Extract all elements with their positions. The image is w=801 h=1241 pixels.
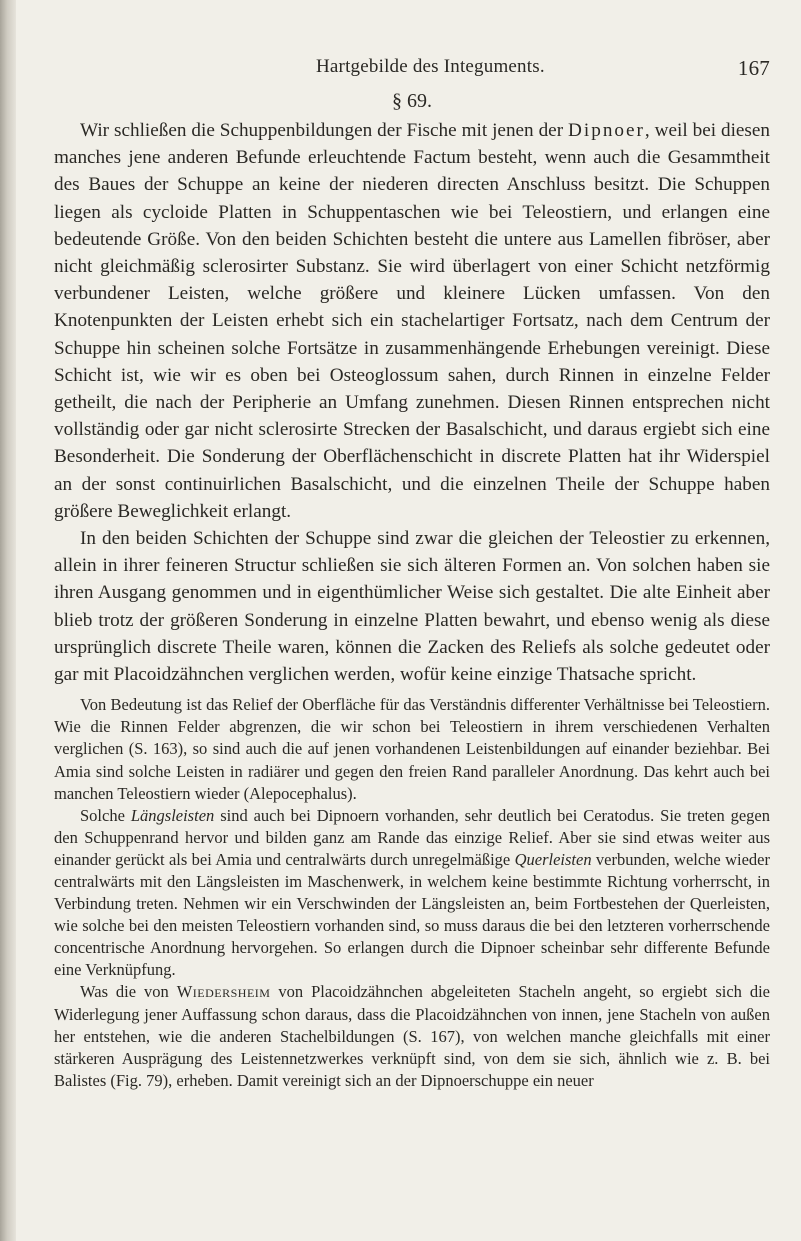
- italic-term-querleisten: Querleisten: [514, 849, 592, 869]
- book-spine-shadow: [0, 0, 16, 1241]
- paragraph-1-text-a: Wir schließen die Schuppenbildungen der Fische mit jenen der: [80, 120, 564, 141]
- italic-term-laengsleisten: Längsleisten: [130, 805, 215, 825]
- page-number: 167: [737, 56, 770, 80]
- note-3-text-b: von Placoidzähnchen abgeleiteten Stacheln angeht, so ergiebt sich die Widerlegung jener Auffassung schon daraus, dass die Placoidzähnchen von innen, jene Stacheln von außen her entstehen, wie die anderen Stachelbildungen (S. 167), von welchen manche gleichfalls mit einer stärkeren Ausprägung des Leistennetzwerkes verknüpft sind, von dem sie sich, ähnlich wie z. B. bei Balistes (Fig. 79), erheben. Damit vereinigt sich an der Dipnoerschuppe ein neuer: [54, 982, 770, 1090]
- running-title: Hartgebilde des Integuments.: [316, 56, 545, 77]
- small-print-notes: [54, 694, 770, 1092]
- note-2-text-c: verbunden, welche wieder centralwärts mit den Längsleisten im Maschenwerk, in welchem keine bestimmte Richtung vorherrscht, in Verbindung treten. Nehmen wir ein Verschwinden der Längsleisten an, beim Fortbestehen der Querleisten, wie solche bei den meisten Teleostiern vorhanden sind, so muss daraus die bei den letzteren vorherrschende concentrische Anordnung hervorgehen. So erlangen durch die Dipnoer scheinbar sehr differente Befunde eine Verknüpfung.: [54, 849, 770, 980]
- paragraph-1: [54, 117, 770, 525]
- section-title: § 69.: [392, 90, 432, 112]
- book-page: [54, 50, 770, 1220]
- note-paragraph-2: [54, 805, 770, 982]
- main-text: [54, 117, 770, 688]
- spaced-term-dipnoer: Dipnoer: [568, 120, 645, 141]
- paragraph-2: In den beiden Schichten der Schuppe sind zwar die gleichen der Teleostier zu erkennen, allein in ihrer feineren Structur schließen sie sich älteren Formen an. Von solchen haben sie ihren Ausgang genommen und in eigenthümlicher Weise sich gestaltet. Die alte Einheit aber blieb trotz der größeren Sonderung in einzelne Platten bewahrt, und ebenso wenig als diese ursprünglich discrete Theile waren, können die Zacken des Reliefs als solche gedeutet oder gar mit Placoidzähnchen verglichen werden, wofür keine einzige Thatsache spricht.: [54, 528, 770, 686]
- note-2-text-b: sind auch bei Dipnoern vorhanden, sehr deutlich bei Ceratodus. Sie treten gegen den Schuppenrand hervor und bilden ganz am Rande das einzige Relief. Aber sie sind etwas weiter aus einander gerückt als bei Amia und centralwärts durch unregelmäßige: [54, 805, 771, 869]
- note-3-text-a: Was die von: [80, 982, 169, 1002]
- page-header: [54, 50, 770, 80]
- note-paragraph-3: [54, 981, 770, 1091]
- note-paragraph-1: Von Bedeutung ist das Relief der Oberfläche für das Verständnis differenter Verhältnisse bei Teleostiern. Wie die Rinnen Felder abgrenzen, die wir schon bei Teleostiern in ihrem verschiedenen Verhalten verglichen (S. 163), so sind auch die auf jenen vorhandenen Leistenbildungen auf einander beziehbar. Bei Amia sind solche Leisten in radiärer und gegen den freien Rand paralleler Anordnung. Das kehrt auch bei manchen Teleostiern wieder (Alepocephalus).: [54, 695, 770, 803]
- paragraph-1-text-b: , weil bei diesen manches jene anderen Befunde erleuchtende Factum besteht, wenn auch die Gesammtheit des Baues der Schuppe an keine der niederen directen Anschluss besitzt. Die Schuppen liegen als cycloide Platten in Schuppentaschen wie bei Teleostiern, und erlangen eine bedeutende Größe. Von den beiden Schichten besteht die untere aus Lamellen fibröser, aber nicht gleichmäßig sclerosirter Substanz. Sie wird überlagert von einer Schicht netzförmig verbundener Leisten, welche größere und kleinere Lücken umfassen. Von den Knotenpunkten der Leisten erhebt sich ein stachelartiger Fortsatz, nach dem Centrum der Schuppe hin scheinen solche Fortsätze in zusammenhängende Erhebungen vereinigt. Diese Schicht ist, wie wir es oben bei Osteoglossum sahen, durch Rinnen in einzelne Felder getheilt, die nach der Peripherie an Umfang zunehmen. Diesen Rinnen entsprechen nicht vollständig oder gar nicht sclerosirte Strecken der Basalschicht, und daraus ergiebt sich eine Besonderheit. Die Sonderung der Oberflächenschicht in discrete Platten hat ihr Widerspiel an der sonst continuirlichen Basalschicht, und die einzelnen Theile der Schuppe haben größere Beweglichkeit erlangt.: [54, 120, 771, 522]
- note-2-text-a: Solche: [80, 805, 125, 825]
- author-name-wiedersheim: Wiedersheim: [176, 982, 271, 1002]
